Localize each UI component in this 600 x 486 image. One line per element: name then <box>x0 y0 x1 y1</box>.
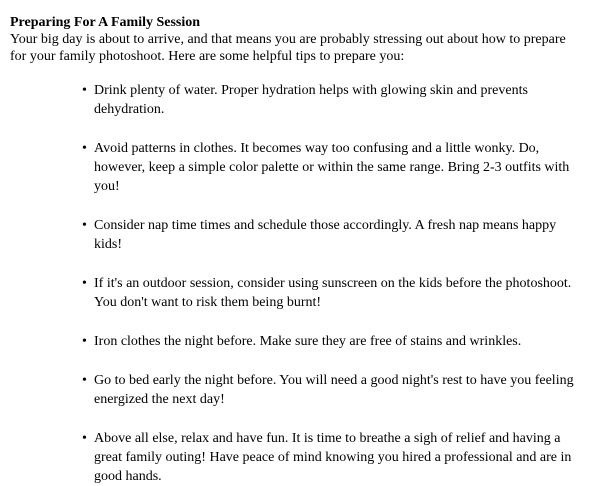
list-item <box>10 216 585 254</box>
bullet-icon: • <box>82 83 87 98</box>
list-item <box>10 139 585 196</box>
tip-text: Go to bed early the night before. You will need a good night's rest to have you feeling energized the next day! <box>94 373 574 407</box>
bullet-icon: • <box>82 276 87 291</box>
page-title: Preparing For A Family Session <box>10 15 201 30</box>
tips-list <box>10 81 585 486</box>
list-item <box>10 81 585 119</box>
bullet-icon: • <box>82 218 87 233</box>
list-item <box>10 429 585 486</box>
list-item <box>10 371 585 409</box>
bullet-icon: • <box>82 141 87 156</box>
tip-text: Above all else, relax and have fun. It is time to breathe a sigh of relief and having a great family outing! Have peace of mind knowing you hired a professional and are in good hands. <box>94 431 572 484</box>
bullet-icon: • <box>82 373 87 388</box>
tip-text: Consider nap time times and schedule those accordingly. A fresh nap means happy kids! <box>94 218 557 252</box>
tip-text: Drink plenty of water. Proper hydration helps with glowing skin and prevents dehydration. <box>94 83 528 117</box>
list-item <box>10 332 585 351</box>
bullet-icon: • <box>82 334 87 349</box>
tip-text: Iron clothes the night before. Make sure they are free of stains and wrinkles. <box>94 334 522 349</box>
tip-text: Avoid patterns in clothes. It becomes way too confusing and a little wonky. Do, however, keep a simple color palette or within the same range. Bring 2-3 outfits with you! <box>94 141 570 194</box>
list-item <box>10 274 585 312</box>
bullet-icon: • <box>82 431 87 446</box>
tip-text: If it's an outdoor session, consider using sunscreen on the kids before the photoshoot. You don't want to risk them being burnt! <box>94 276 572 310</box>
intro-paragraph: Your big day is about to arrive, and that means you are probably stressing out about how to prepare for your family photoshoot. Here are some helpful tips to prepare you: <box>10 32 566 64</box>
